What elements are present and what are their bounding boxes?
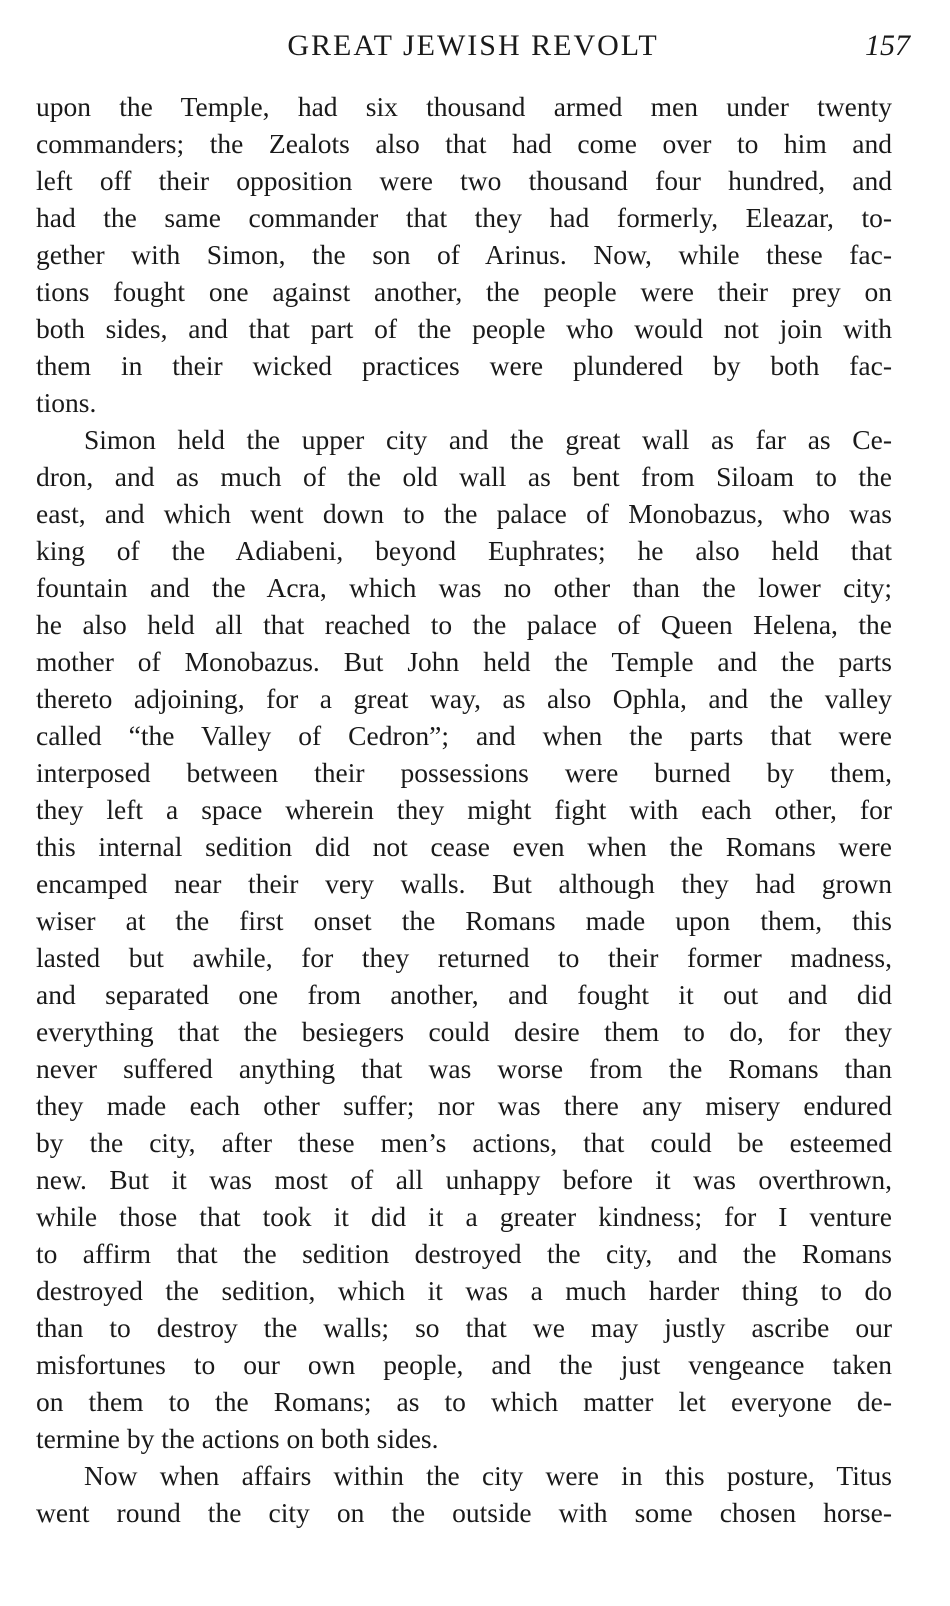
text-line: encamped near their very walls. But although they had grown (36, 868, 892, 899)
text-line: Now when affairs within the city were in this posture, Titus (84, 1460, 892, 1491)
text-line: upon the Temple, had six thousand armed men under twenty (36, 91, 892, 122)
text-line: east, and which went down to the palace of Monobazus, who was (36, 498, 892, 529)
text-line: both sides, and that part of the people who would not join with (36, 313, 892, 344)
text-line: termine by the actions on both sides. (36, 1423, 439, 1454)
text-line: he also held all that reached to the palace of Queen Helena, the (36, 609, 892, 640)
running-title: GREAT JEWISH REVOLT (287, 29, 659, 62)
text-line: by the city, after these men’s actions, that could be esteemed (36, 1127, 892, 1158)
text-line: everything that the besiegers could desire them to do, for they (36, 1016, 892, 1047)
text-line: wiser at the first onset the Romans made upon them, this (36, 905, 892, 936)
text-line: had the same commander that they had formerly, Eleazar, to- (36, 202, 892, 233)
paragraph-2 (36, 421, 892, 1457)
text-line: tions fought one against another, the people were their prey on (36, 276, 892, 307)
text-line: misfortunes to our own people, and the just vengeance taken (36, 1349, 892, 1380)
text-line: gether with Simon, the son of Arinus. Now, while these fac- (36, 239, 892, 270)
text-line: dron, and as much of the old wall as bent from Siloam to the (36, 461, 892, 492)
paragraph-3 (36, 1457, 892, 1531)
text-line: commanders; the Zealots also that had come over to him and (36, 128, 892, 159)
text-line: while those that took it did it a greater kindness; for I venture (36, 1201, 892, 1232)
text-line: to affirm that the sedition destroyed the city, and the Romans (36, 1238, 892, 1269)
text-line: thereto adjoining, for a great way, as also Ophla, and the valley (36, 683, 892, 714)
text-line: interposed between their possessions were burned by them, (36, 757, 892, 788)
body-text (36, 88, 892, 1531)
text-line: mother of Monobazus. But John held the Temple and the parts (36, 646, 892, 677)
text-line: left off their opposition were two thousand four hundred, and (36, 165, 892, 196)
page-number: 157 (865, 29, 910, 62)
text-line: this internal sedition did not cease even when the Romans were (36, 831, 892, 862)
text-line: Simon held the upper city and the great wall as far as Ce- (84, 424, 892, 455)
text-line: they left a space wherein they might fight with each other, for (36, 794, 892, 825)
paragraph-1 (36, 88, 892, 421)
text-line: tions. (36, 387, 97, 418)
text-line: them in their wicked practices were plundered by both fac- (36, 350, 892, 381)
text-line: king of the Adiabeni, beyond Euphrates; he also held that (36, 535, 892, 566)
running-head (36, 26, 910, 66)
text-line: went round the city on the outside with some chosen horse- (36, 1497, 892, 1528)
text-line: lasted but awhile, for they returned to their former madness, (36, 942, 892, 973)
text-line: fountain and the Acra, which was no other than the lower city; (36, 572, 892, 603)
text-line: than to destroy the walls; so that we may justly ascribe our (36, 1312, 892, 1343)
text-line: and separated one from another, and fought it out and did (36, 979, 892, 1010)
text-line: destroyed the sedition, which it was a much harder thing to do (36, 1275, 892, 1306)
text-line: never suffered anything that was worse from the Romans than (36, 1053, 892, 1084)
text-line: called “the Valley of Cedron”; and when the parts that were (36, 720, 892, 751)
text-line: on them to the Romans; as to which matter let everyone de- (36, 1386, 892, 1417)
text-line: new. But it was most of all unhappy before it was overthrown, (36, 1164, 892, 1195)
text-line: they made each other suffer; nor was there any misery endured (36, 1090, 892, 1121)
